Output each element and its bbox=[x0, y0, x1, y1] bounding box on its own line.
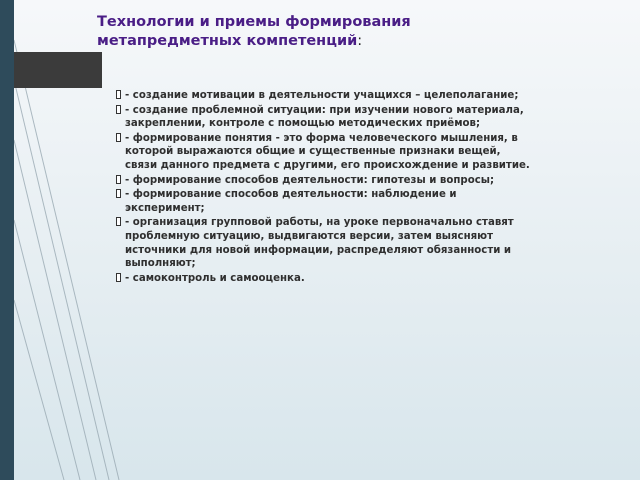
bullet-icon bbox=[116, 133, 121, 142]
bullet-icon bbox=[116, 90, 121, 99]
list-item-text: - формирование способов деятельности: гипотезы и вопросы; bbox=[125, 174, 495, 186]
list-item bbox=[116, 272, 536, 286]
list-item-text: - создание мотивации в деятельности учащихся – целеполагание; bbox=[125, 90, 519, 101]
title-colon: : bbox=[357, 33, 363, 49]
bullet-list bbox=[116, 89, 536, 286]
list-item-text: - создание проблемной ситуации: при изучении нового материала, закреплении, контроле с помощью методических приёмов; bbox=[125, 104, 524, 130]
list-item bbox=[116, 216, 536, 270]
list-item-text: - организация групповой работы, на уроке первоначально ставят проблемную ситуацию, выдвигаются версии, затем выясняют источники для новой информации, распределяют обязанности и выполняют; bbox=[125, 217, 514, 270]
slide-title bbox=[97, 13, 517, 51]
bullet-icon bbox=[116, 175, 121, 184]
dark-tab-decoration bbox=[14, 52, 102, 88]
list-item bbox=[116, 174, 536, 188]
bullet-icon bbox=[116, 189, 121, 198]
title-line-2: метапредметных компетенций bbox=[97, 33, 358, 49]
list-item bbox=[116, 89, 536, 103]
list-item-text: - самоконтроль и самооценка. bbox=[125, 272, 305, 284]
bullet-icon bbox=[116, 273, 121, 282]
list-item bbox=[116, 104, 536, 131]
bullet-icon bbox=[116, 217, 121, 226]
list-item bbox=[116, 132, 536, 173]
left-accent-bar bbox=[0, 0, 14, 480]
title-line-1: Технологии и приемы формирования bbox=[97, 14, 411, 30]
bullet-icon bbox=[116, 105, 121, 114]
list-item-text: - формирование понятия - это форма человеческого мышления, в которой выражаются общие и существенные признаки вещей, связи данного предмета с другими, его происхождение и развитие. bbox=[125, 132, 530, 171]
list-item-text: - формирование способов деятельности: наблюдение и эксперимент; bbox=[125, 189, 457, 214]
list-item bbox=[116, 188, 536, 215]
